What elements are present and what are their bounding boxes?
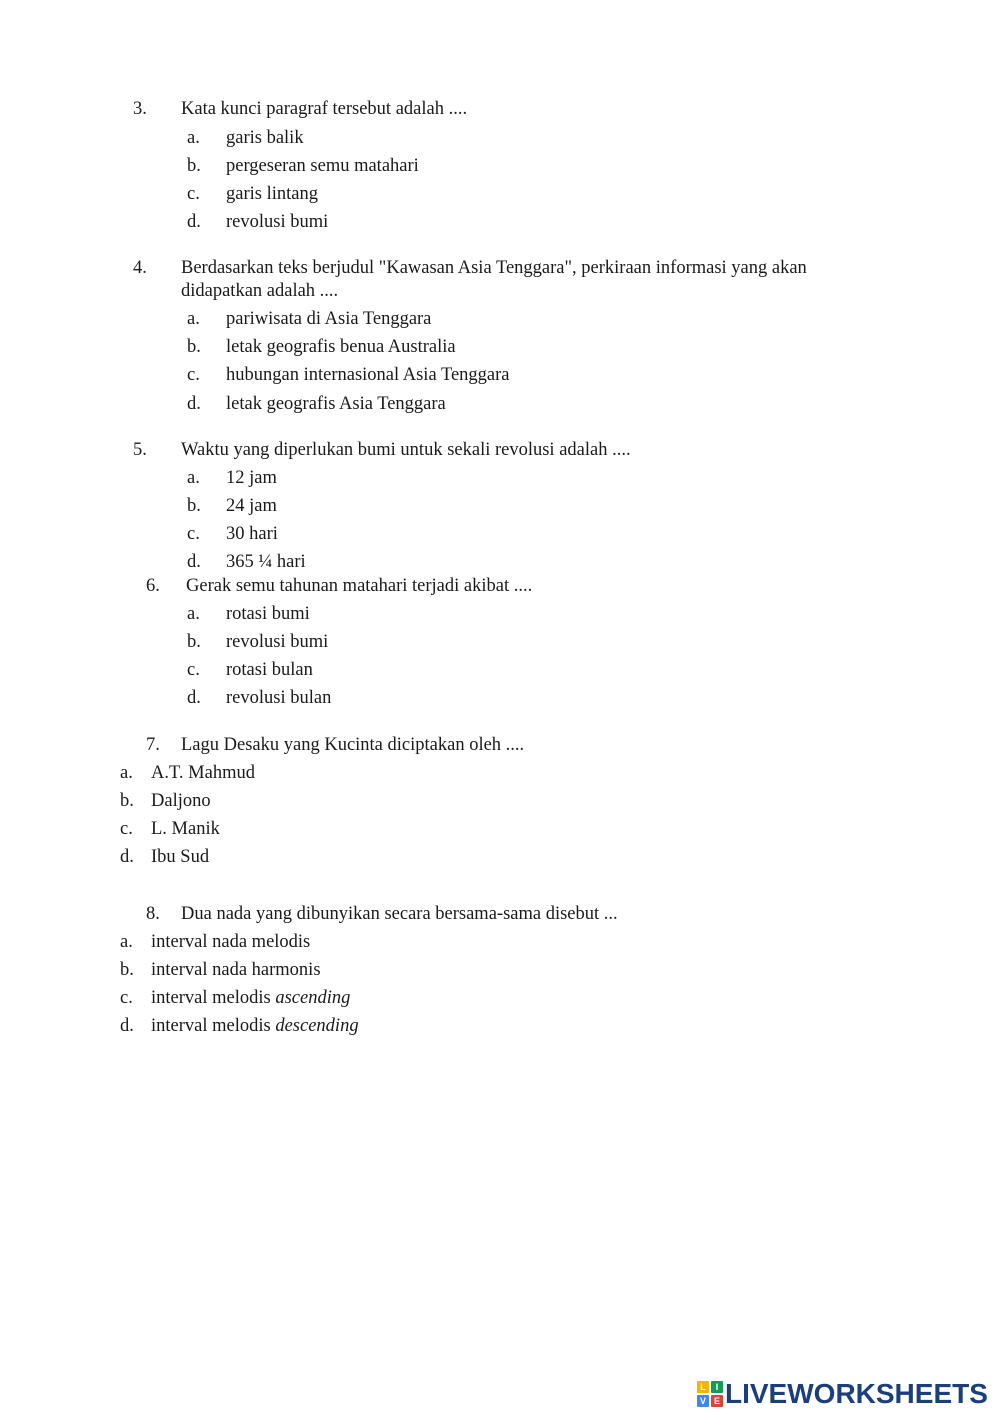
option-text[interactable]: pariwisata di Asia Tenggara bbox=[226, 309, 432, 329]
option-letter: b. bbox=[187, 156, 201, 176]
question-number: 8. bbox=[146, 904, 160, 924]
option-text-italic: ascending bbox=[275, 988, 351, 1008]
option-text[interactable] bbox=[151, 987, 350, 1009]
question-number: 5. bbox=[133, 440, 147, 460]
option-text[interactable]: garis balik bbox=[226, 128, 304, 148]
option-text[interactable]: hubungan internasional Asia Tenggara bbox=[226, 365, 510, 385]
option-text[interactable]: letak geografis benua Australia bbox=[226, 337, 456, 357]
option-letter: d. bbox=[187, 394, 201, 414]
option-letter: b. bbox=[187, 337, 201, 357]
option-letter: d. bbox=[120, 1016, 134, 1036]
option-letter: b. bbox=[120, 960, 134, 980]
option-letter: c. bbox=[187, 184, 200, 204]
brand-text: LIVEWORKSHEETS bbox=[725, 1378, 988, 1409]
question-text: Waktu yang diperlukan bumi untuk sekali revolusi adalah .... bbox=[181, 440, 631, 460]
question-text-continued: didapatkan adalah .... bbox=[181, 281, 339, 301]
option-text-regular: interval melodis bbox=[151, 988, 276, 1008]
option-letter: a. bbox=[120, 932, 133, 952]
option-letter: c. bbox=[187, 660, 200, 680]
question-number: 3. bbox=[133, 99, 147, 119]
option-letter: c. bbox=[120, 819, 133, 839]
option-letter: a. bbox=[187, 128, 200, 148]
option-letter: b. bbox=[187, 632, 201, 652]
logo-cell: E bbox=[711, 1395, 723, 1407]
option-text-italic: descending bbox=[275, 1016, 359, 1036]
option-text[interactable]: 30 hari bbox=[226, 524, 278, 544]
option-letter: c. bbox=[187, 365, 200, 385]
option-text[interactable]: 24 jam bbox=[226, 496, 277, 516]
option-text[interactable]: L. Manik bbox=[151, 819, 220, 839]
question-number: 4. bbox=[133, 258, 147, 278]
option-letter: c. bbox=[120, 988, 133, 1008]
option-text[interactable] bbox=[151, 1015, 359, 1037]
option-text-regular: interval melodis bbox=[151, 1016, 276, 1036]
question-number: 6. bbox=[146, 576, 160, 596]
option-letter: a. bbox=[187, 309, 200, 329]
option-letter: a. bbox=[187, 604, 200, 624]
option-letter: c. bbox=[187, 524, 200, 544]
option-letter: d. bbox=[187, 688, 201, 708]
option-text[interactable]: Ibu Sud bbox=[151, 847, 210, 867]
option-text[interactable]: rotasi bumi bbox=[226, 604, 310, 624]
live-grid-icon bbox=[697, 1381, 723, 1407]
option-letter: d. bbox=[187, 552, 201, 572]
option-text[interactable]: pergeseran semu matahari bbox=[226, 156, 419, 176]
option-text[interactable]: interval nada melodis bbox=[151, 932, 311, 952]
option-text[interactable]: revolusi bumi bbox=[226, 632, 329, 652]
option-text[interactable]: Daljono bbox=[151, 791, 211, 811]
option-letter: b. bbox=[187, 496, 201, 516]
option-text[interactable]: 12 jam bbox=[226, 468, 277, 488]
option-letter: a. bbox=[120, 763, 133, 783]
question-text: Gerak semu tahunan matahari terjadi akibat .... bbox=[186, 576, 533, 596]
option-letter: d. bbox=[120, 847, 134, 867]
liveworksheets-logo[interactable] bbox=[697, 1378, 988, 1410]
option-text[interactable]: 365 ¼ hari bbox=[226, 552, 306, 572]
option-letter: b. bbox=[120, 791, 134, 811]
option-text[interactable]: interval nada harmonis bbox=[151, 960, 321, 980]
question-text: Lagu Desaku yang Kucinta diciptakan oleh .... bbox=[181, 735, 525, 755]
question-number: 7. bbox=[146, 735, 160, 755]
option-text[interactable]: letak geografis Asia Tenggara bbox=[226, 394, 446, 414]
option-text[interactable]: garis lintang bbox=[226, 184, 318, 204]
question-text: Berdasarkan teks berjudul "Kawasan Asia Tenggara", perkiraan informasi yang akan bbox=[181, 258, 807, 278]
option-text[interactable]: rotasi bulan bbox=[226, 660, 313, 680]
question-text: Dua nada yang dibunyikan secara bersama-sama disebut ... bbox=[181, 904, 618, 924]
logo-cell: I bbox=[711, 1381, 723, 1393]
option-letter: a. bbox=[187, 468, 200, 488]
question-text: Kata kunci paragraf tersebut adalah .... bbox=[181, 99, 468, 119]
logo-cell: V bbox=[697, 1395, 709, 1407]
option-text[interactable]: revolusi bumi bbox=[226, 212, 329, 232]
option-text[interactable]: revolusi bulan bbox=[226, 688, 332, 708]
option-text[interactable]: A.T. Mahmud bbox=[151, 763, 255, 783]
logo-cell: L bbox=[697, 1381, 709, 1393]
option-letter: d. bbox=[187, 212, 201, 232]
